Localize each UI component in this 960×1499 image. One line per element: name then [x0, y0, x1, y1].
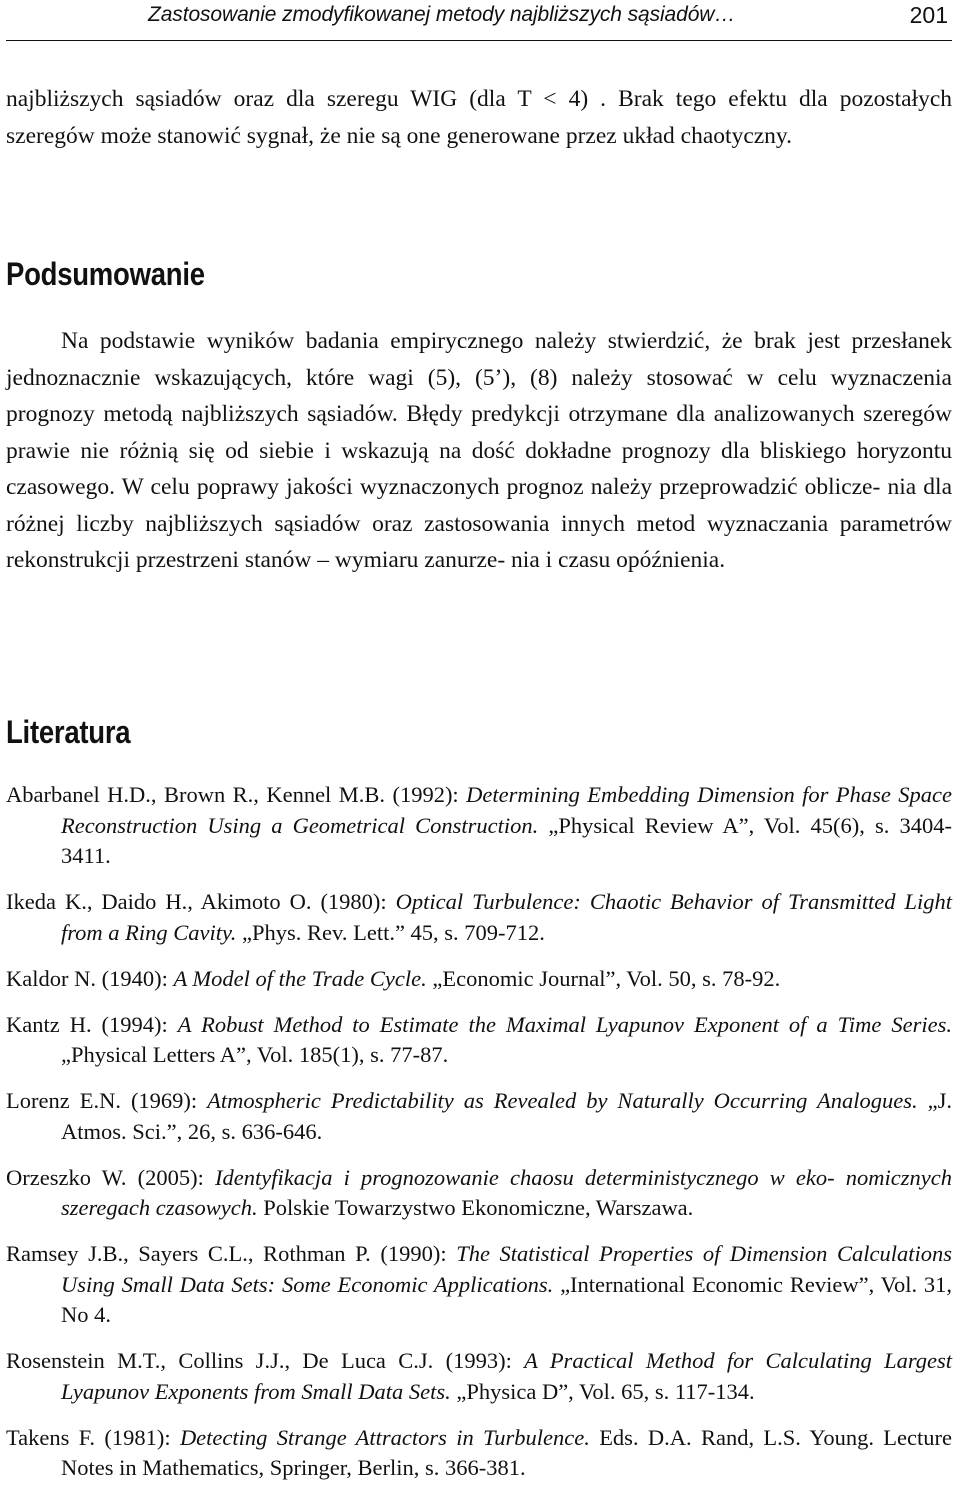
reference-title: Detecting Strange Attractors in Turbulence. — [179, 1424, 590, 1450]
reference-source: „Physical Letters A”, Vol. 185(1), s. 77-87. — [61, 1042, 449, 1067]
running-head — [6, 0, 952, 41]
reference-authors: Rosenstein M.T., Collins J.J., De Luca C.J. (1993): — [6, 1348, 525, 1373]
reference-authors: Ramsey J.B., Sayers C.L., Rothman P. (1990): — [6, 1241, 457, 1266]
book-page — [6, 0, 952, 1488]
reference-item — [6, 1239, 952, 1331]
summary-paragraph — [6, 323, 952, 579]
summary-heading: Podsumowanie — [6, 256, 205, 292]
reference-authors: Ikeda K., Daido H., Akimoto O. (1980): — [6, 889, 396, 914]
reference-item — [6, 964, 952, 995]
reference-item — [6, 780, 952, 872]
reference-title: The Statistical Properties of Dimension Calculations Using Small Data Sets: Some Economic Applications. — [61, 1241, 952, 1297]
reference-authors: Abarbanel H.D., Brown R., Kennel M.B. (1992): — [6, 782, 467, 807]
reference-title: Optical Turbulence: Chaotic Behavior of Transmitted Light from a Ring Cavity. — [61, 889, 952, 945]
reference-source: „Phys. Rev. Lett.” 45, s. 709-712. — [236, 919, 545, 945]
reference-item — [6, 887, 952, 948]
reference-source: „J. Atmos. Sci.”, 26, s. 636-646. — [61, 1088, 952, 1144]
reference-item — [6, 1086, 952, 1147]
reference-authors: Kaldor N. (1940): — [6, 965, 174, 991]
reference-item — [6, 1010, 952, 1071]
reference-authors: Kantz H. (1994): — [6, 1011, 178, 1037]
reference-title: A Model of the Trade Cycle. — [173, 965, 427, 991]
reference-source: „Physica D”, Vol. 65, s. 117-134. — [450, 1378, 755, 1404]
reference-item — [6, 1423, 952, 1484]
running-title: Zastosowanie zmodyfikowanej metody najbliższych sąsiadów… — [148, 3, 736, 26]
page-number: 201 — [909, 2, 948, 28]
reference-authors: Takens F. (1981): — [6, 1424, 180, 1450]
reference-item — [6, 1346, 952, 1407]
reference-source: Eds. D.A. Rand, L.S. Young. Lecture Notes in Mathematics, Springer, Berlin, s. 366-381. — [61, 1424, 953, 1480]
reference-list — [6, 780, 952, 1499]
intro-paragraph-block — [6, 81, 952, 154]
reference-title: A Practical Method for Calculating Largest Lyapunov Exponents from Small Data Sets. — [61, 1348, 953, 1404]
reference-source: Polskie Towarzystwo Ekonomiczne, Warszawa. — [257, 1195, 694, 1220]
reference-source: „International Economic Review”, Vol. 31, No 4. — [61, 1271, 952, 1327]
reference-source: „Economic Journal”, Vol. 50, s. 78-92. — [426, 965, 781, 991]
literature-heading: Literatura — [6, 714, 131, 750]
summary-text: Na podstawie wyników badania empirycznego należy stwierdzić, że brak jest przesłanek jednoznacznie wskazujących, które wagi (5), (5’), (8) należy stosować w celu wyznaczenia prognozy metodą najbliższych sąsiadów. Błędy predykcji otrzymane dla analizowanych szeregów prawie nie różnią się od siebie i wskazują na dość dokładne prognozy dla bliskiego horyzontu czasowego. W celu poprawy jakości wyznaczonych prognoz należy przeprowadzić oblicze- nia dla różnej liczby najbliższych sąsiadów oraz zastosowania innych metod wyznaczania parametrów rekonstrukcji przestrzeni stanów – wymiaru zanurze- nia i czasu opóźnienia. — [6, 328, 952, 573]
reference-title: A Robust Method to Estimate the Maximal Lyapunov Exponent of a Time Series. — [177, 1011, 952, 1037]
reference-authors: Orzeszko W. (2005): — [6, 1164, 216, 1190]
reference-title: Determining Embedding Dimension for Phase Space Reconstruction Using a Geometrical Construction. — [61, 782, 953, 838]
reference-title: Atmospheric Predictability as Revealed by Naturally Occurring Analogues. — [207, 1088, 918, 1113]
reference-source: „Physical Review A”, Vol. 45(6), s. 3404-3411. — [61, 812, 952, 868]
intro-paragraph: najbliższych sąsiadów oraz dla szeregu WIG (dla T < 4) . Brak tego efektu dla pozostałych szeregów może stanowić sygnał, że nie są one generowane przez układ chaotyczny. — [6, 86, 952, 149]
reference-item — [6, 1163, 952, 1224]
summary-paragraph-block — [6, 323, 952, 579]
reference-title: Identyfikacja i prognozowanie chaosu deterministycznego w eko- nomicznych szeregach czasowych. — [61, 1164, 952, 1220]
reference-authors: Lorenz E.N. (1969): — [6, 1088, 208, 1113]
